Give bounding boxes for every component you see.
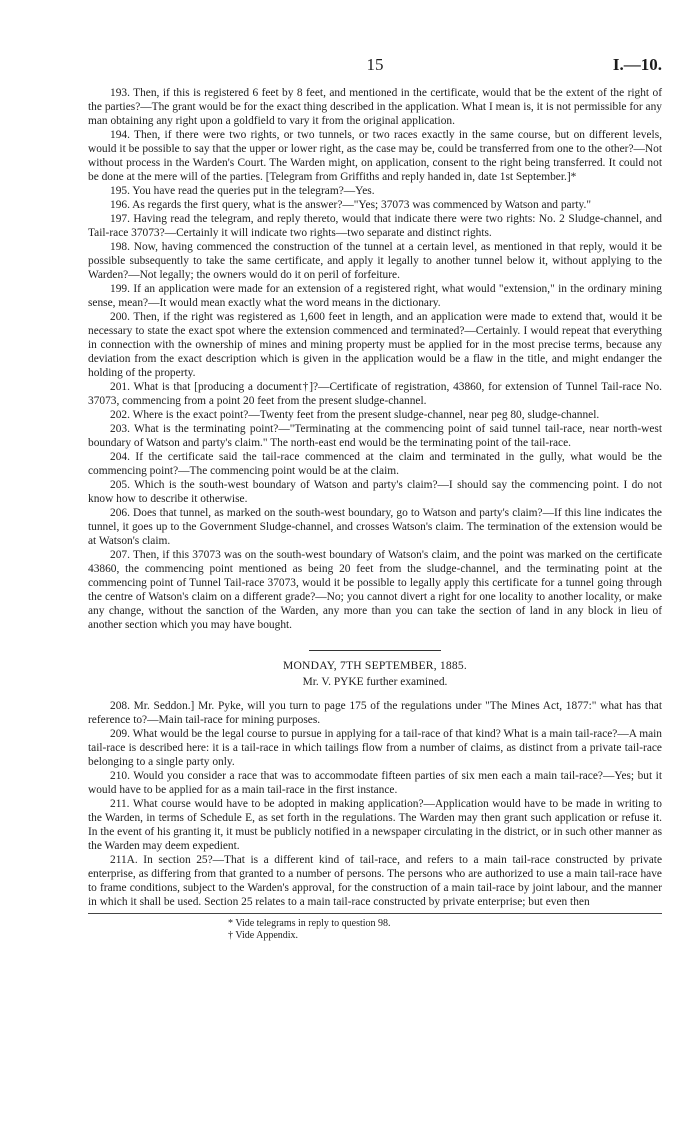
paragraph: 203. What is the terminating point?—"Terminating at the commencing point of said tunnel tail-race, near north-west boundary of Watson and party's claim." The north-east end would be the terminating point of the tail-race. bbox=[88, 423, 662, 449]
paragraph: 198. Now, having commenced the construction of the tunnel at a certain level, as mentioned in that reply, would it be possible subsequently to take the same certificate, and apply it legally to another tunnel below it, without applying to the Warden?—Not legally; the owners would do it on peril of forfeiture. bbox=[88, 241, 662, 281]
paragraph: 211. What course would have to be adopted in making application?—Application would have to be made in writing to the Warden, in terms of Schedule E, as set forth in the regulations. The Warden may then grant such application or refuse it. In the event of his granting it, it must be publicly notified in a newspaper circulating in the district, or in such other manner as the Warden may deem expedient. bbox=[88, 798, 662, 852]
paragraph: 199. If an application were made for an extension of a registered right, what would "extension," in the ordinary mining sense, mean?—It would mean exactly what the word means in the dictionary. bbox=[88, 283, 662, 309]
footnote: * Vide telegrams in reply to question 98. bbox=[228, 918, 391, 929]
paragraph: 196. As regards the first query, what is the answer?—"Yes; 37073 was commenced by Watson and party." bbox=[110, 199, 591, 211]
paragraph: 195. You have read the queries put in the telegram?—Yes. bbox=[110, 185, 375, 197]
paragraph: 197. Having read the telegram, and reply thereto, would that indicate there were two rights: No. 2 Sludge-channel, and Tail-race 37073?—Certainly it will indicate two rights—two separate and distinct rights. bbox=[88, 213, 662, 239]
paragraph: 194. Then, if there were two rights, or two tunnels, or two races exactly in the same course, but on different levels, would it be possible to say that the upper or lower right, as the case may be, could be transferred from one to the other?—Not without process in the Warden's Court. The Warden might, on application, consent to the right being transferred. It could not be done at the mere will of the parties. [Telegram from Griffiths and reply handed in, date 1st September.]* bbox=[88, 129, 662, 183]
witness-line: Mr. V. PYKE further examined. bbox=[302, 676, 448, 688]
section-divider bbox=[309, 650, 441, 651]
session-date: MONDAY, 7TH SEPTEMBER, 1885. bbox=[282, 659, 468, 672]
paragraph: 200. Then, if the right was registered as 1,600 feet in length, and an application were made to extend that, would it be necessary to state the exact spot where the extension commenced and terminated?—Certainly. I would repeat that everything in connection with the ownership of mines and mining property must be applied for in the most precise terms, because any deviation from the exact description which is given in the application would be a flaw in the title, and might endanger the holding of the property. bbox=[88, 311, 662, 379]
paragraph: 201. What is that [producing a document†]?—Certificate of registration, 43860, for extension of Tunnel Tail-race No. 37073, commencing from a point 20 feet from the present sludge-channel. bbox=[88, 381, 662, 407]
paragraph: 207. Then, if this 37073 was on the south-west boundary of Watson's claim, and the point was marked on the certificate 43860, the commencing point mentioned as being 20 feet from the sludge-channel, and the terminating point at the commencing point of Tunnel Tail-race 37073, would it be possible to legally apply this certificate for a tunnel going through the centre of Watson's claim on a different grade?—No; you cannot divert a right for one locality to another locality, or make any change, without the sanction of the Warden, any more than you can take the section of land in any block in lieu of another section which you may have bought. bbox=[88, 549, 662, 631]
paragraph: 208. Mr. Seddon.] Mr. Pyke, will you turn to page 175 of the regulations under "The Mines Act, 1877:" what has that reference to?—Main tail-race for mining purposes. bbox=[88, 700, 662, 726]
footnotes bbox=[88, 913, 662, 942]
paragraph: 209. What would be the legal course to pursue in applying for a tail-race of that kind? What is a main tail-race?—A main tail-race is described here: it is a tail-race in which tailings flow from a number of claims, as distinct from a private tail-race belonging to a single party only. bbox=[88, 728, 662, 768]
paragraph: 193. Then, if this is registered 6 feet by 8 feet, and mentioned in the certificate, would that be the extent of the right of the parties?—The grant would be for the exact thing described in the application. What I mean is, it is not permissible for any man obtaining any right upon a goldfield to vary it from the original application. bbox=[88, 87, 662, 127]
paragraph: 206. Does that tunnel, as marked on the south-west boundary, go to Watson and party's claim?—If this line indicates the tunnel, it goes up to the Government Sludge-channel, and crosses Watson's claim. The termination of the extension would be at Watson's claim. bbox=[88, 507, 662, 547]
page-header bbox=[88, 55, 662, 86]
testimony-block-a bbox=[88, 86, 662, 632]
paragraph: 210. Would you consider a race that was to accommodate fifteen parties of six men each a main tail-race?—Yes; but it would have to be applied for as a main tail-race in the first instance. bbox=[88, 770, 662, 796]
paragraph: 205. Which is the south-west boundary of Watson and party's claim?—I should say the commencing point. I do not know how to describe it otherwise. bbox=[88, 479, 662, 505]
document-reference: I.—10. bbox=[612, 55, 662, 74]
paragraph: 211A. In section 25?—That is a different kind of tail-race, and refers to a main tail-race constructed by private enterprise, as differing from that granted to a number of persons. The persons who are authorized to use a main tail-race have to frame conditions, subject to the Warden's approval, for the construction of a main tail-race by joint labour, and the manner in which it shall be used. Section 25 relates to a main tail-race constructed by private enterprise; but even then bbox=[88, 854, 662, 908]
testimony-block-b bbox=[88, 699, 662, 909]
page-number: 15 bbox=[366, 55, 384, 74]
footnote: † Vide Appendix. bbox=[228, 930, 299, 941]
paragraph: 204. If the certificate said the tail-race commenced at the claim and terminated in the gully, what would be the commencing point?—The commencing point would be at the claim. bbox=[88, 451, 662, 477]
paragraph: 202. Where is the exact point?—Twenty feet from the present sludge-channel, near peg 80, sludge-channel. bbox=[110, 409, 600, 421]
